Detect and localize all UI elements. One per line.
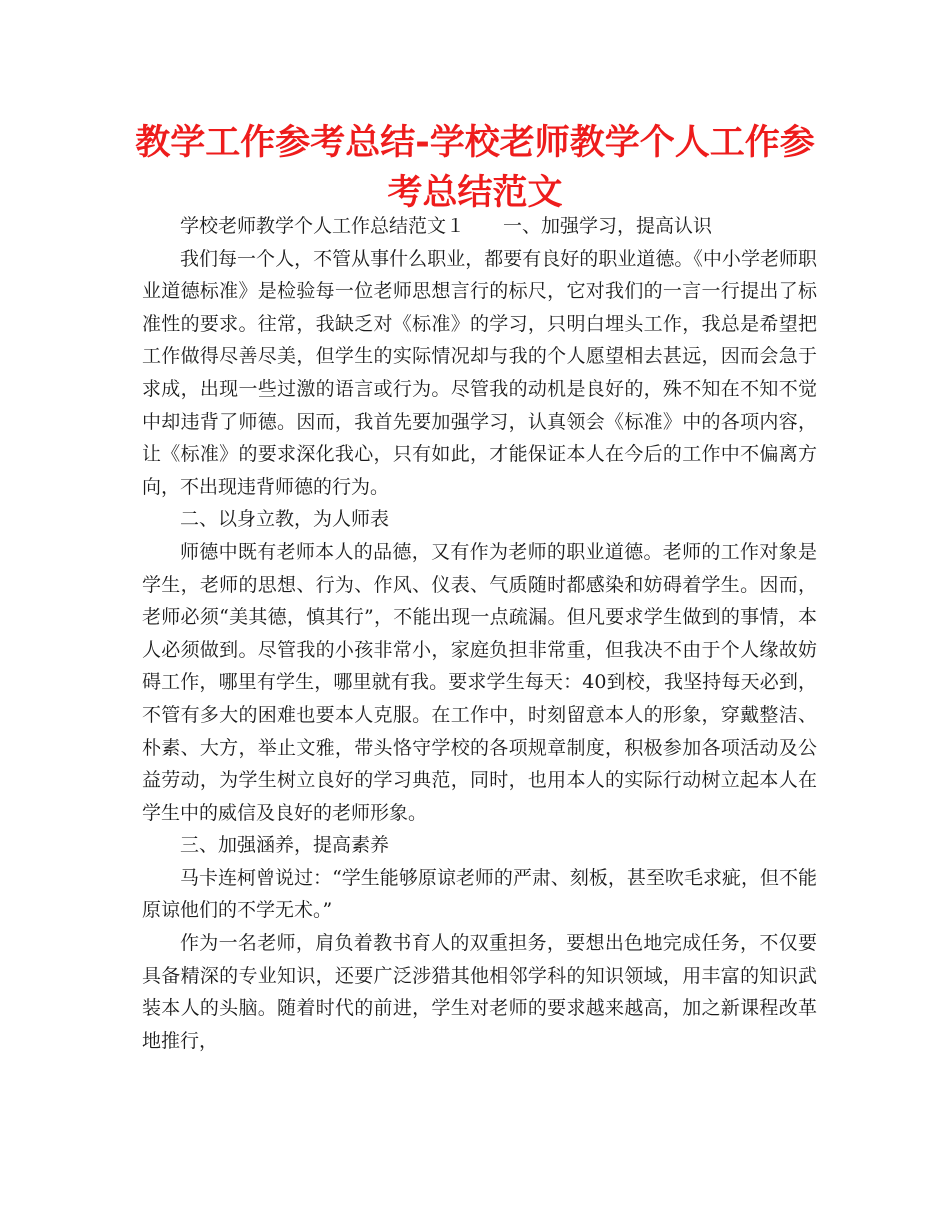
- body-paragraph: 马卡连柯曾说过：“学生能够原谅老师的严肃、刻板，甚至吹毛求疵，但不能原谅他们的不学无术。”: [142, 866, 817, 922]
- section-heading: 二、以身立教，为人师表: [180, 508, 390, 531]
- document-title: 教学工作参考总结-学校老师教学个人工作参考总结范文: [135, 123, 815, 213]
- body-paragraph: 我们每一个人，不管从事什么职业，都要有良好的职业道德。《中小学老师职业道德标准》是检验每一位老师思想言行的标尺，它对我们的一言一行提出了标准性的要求。往常，我缺乏对《标准》的学习，只明白埋头工作，我总是希望把工作做得尽善尽美，但学生的实际情况却与我的个人愿望相去甚远，因而会急于求成，出现一些过激的语言或行为。尽管我的动机是良好的，殊不知在不知不觉中却违背了师德。因而，我首先要加强学习，认真领会《标准》中的各项内容，让《标准》的要求深化我心，只有如此，才能保证本人在今后的工作中不偏离方向，不出现违背师德的行为。: [142, 247, 817, 498]
- body-paragraph: 作为一名老师，肩负着教书育人的双重担务，要想出色地完成任务，不仅要具备精深的专业知识，还要广泛涉猎其他相邻学科的知识领域，用丰富的知识武装本人的头脑。随着时代的前进，学生对老师的要求越来越高，加之新课程改革地推行，: [142, 932, 817, 1052]
- body-paragraph: 师德中既有老师本人的品德，又有作为老师的职业道德。老师的工作对象是学生，老师的思想、行为、作风、仪表、气质随时都感染和妨碍着学生。因而，老师必须“美其德，慎其行”，不能出现一点疏漏。但凡要求学生做到的事情，本人必须做到。尽管我的小孩非常小，家庭负担非常重，但我决不由于个人缘故妨碍工作，哪里有学生，哪里就有我。要求学生每天：40到校，我坚持每天必到，不管有多大的困难也要本人克服。在工作中，时刻留意本人的形象，穿戴整洁、朴素、大方，举止文雅，带头恪守学校的各项规章制度，积极参加各项活动及公益劳动，为学生树立良好的学习典范，同时，也用本人的实际行动树立起本人在学生中的威信及良好的老师形象。: [142, 540, 817, 824]
- section-heading: 三、加强涵养，提高素养: [180, 834, 390, 857]
- document-body: [142, 210, 817, 1057]
- body-paragraph: 学校老师教学个人工作总结范文１ 一、加强学习，提高认识: [180, 215, 713, 237]
